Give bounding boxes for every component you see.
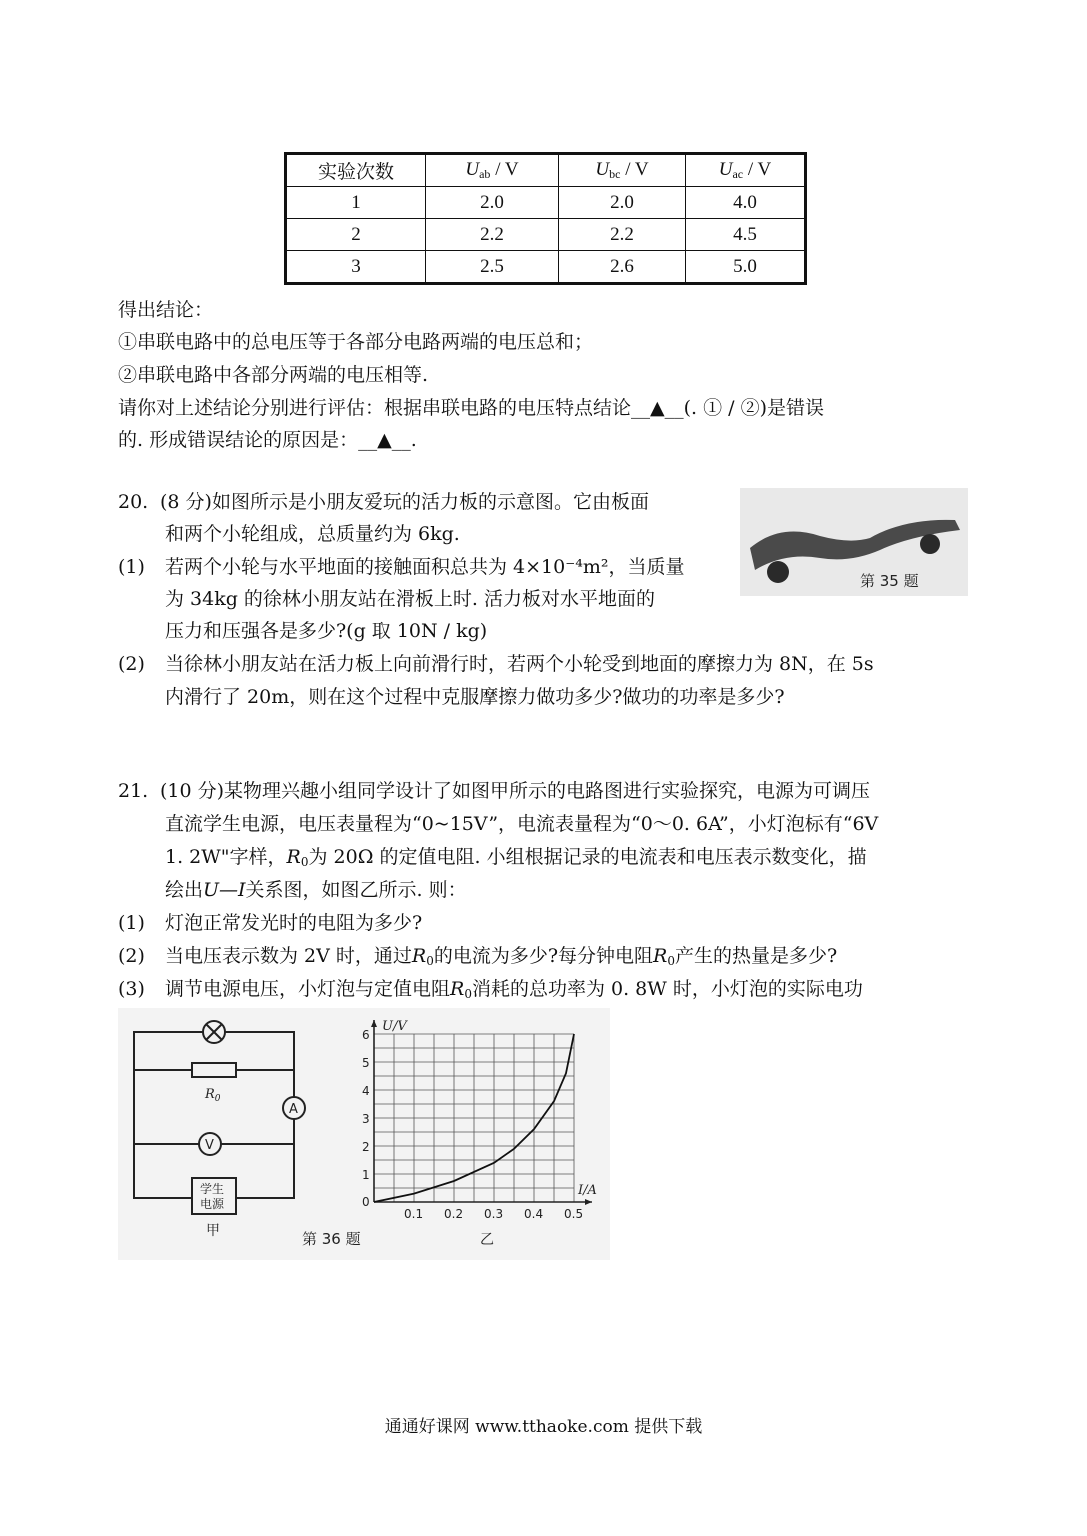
power-source-label-1: 学生 — [200, 1182, 225, 1196]
y-tick-label: 4 — [362, 1084, 370, 1098]
origin-label: 0 — [362, 1195, 370, 1209]
conclusion-heading: 得出结论： — [118, 299, 214, 321]
header-u-symbol: U — [595, 159, 610, 180]
skateboard-caption: 第 35 题 — [860, 572, 919, 590]
table-cell: 2.6 — [559, 251, 686, 284]
voltmeter-label: V — [205, 1138, 214, 1153]
q21-part-1-number: (1) — [118, 912, 145, 934]
q21-line-3-a: 1. 2W"字样， — [165, 846, 287, 868]
y-tick-label: 6 — [362, 1028, 370, 1042]
y-axis-label: U/V — [382, 1019, 407, 1034]
q20-part-1-line-1: 若两个小轮与水平地面的接触面积总共为 4×10⁻⁴m²，当质量 — [165, 556, 685, 578]
header-uab — [426, 154, 559, 187]
question-20-number: 20. — [118, 491, 149, 513]
evaluation-text-a: 请你对上述结论分别进行评估：根据串联电路的电压特点结论 — [118, 397, 632, 419]
q21-part-2-number: (2) — [118, 945, 145, 967]
page-footer: 通通好课网 www.tthaoke.com 提供下载 — [384, 1417, 703, 1437]
lamp-symbol — [203, 1021, 225, 1043]
evaluation-text-b: (. ① / ②)是错误 — [683, 397, 825, 419]
question-21-number: 21. — [118, 780, 149, 802]
table-row — [286, 251, 806, 284]
q21-line-1: (10 分)某物理兴趣小组同学设计了如图甲所示的电路图进行实验探究，电源为可调压 — [160, 780, 871, 802]
x-tick-label: 0.4 — [524, 1207, 544, 1221]
header-u-symbol: U — [465, 159, 480, 180]
r0-label-symbol: R — [205, 1087, 215, 1102]
q21-part-2-a: 当电压表示数为 2V 时，通过 — [165, 945, 412, 967]
q21-line-4 — [165, 878, 467, 902]
q20-part-2-line-2: 内滑行了 20m，则在这个过程中克服摩擦力做功多少?做功的功率是多少? — [165, 686, 785, 708]
header-ubc — [559, 154, 686, 187]
q20-line-1: (8 分)如图所示是小朋友爱玩的活力板的示意图。它由板面 — [160, 491, 649, 513]
figure-background — [118, 1008, 610, 1260]
conclusion-1: ①串联电路中的总电压等于各部分电路两端的电压总和； — [118, 331, 594, 353]
rear-wheel — [920, 534, 940, 554]
figure-36-caption: 第 36 题 — [302, 1230, 361, 1248]
table-header-row — [286, 154, 806, 187]
q21-part-2-c: 产生的热量是多少? — [674, 945, 838, 967]
q20-line-2: 和两个小轮组成，总质量约为 6kg. — [165, 523, 460, 545]
label-jia: 甲 — [206, 1223, 220, 1239]
header-unit: / V — [747, 159, 772, 180]
voltage-table — [284, 152, 807, 285]
evaluation-end: . — [410, 429, 417, 451]
table-row — [286, 219, 806, 251]
power-source-label-2: 电源 — [200, 1197, 225, 1211]
table-cell: 4.5 — [686, 219, 806, 251]
q21-line-3-b: 为 20Ω 的定值电阻. 小组根据记录的电流表和电压表示数变化，描 — [308, 846, 867, 868]
table-cell: 2.0 — [426, 187, 559, 219]
y-tick-label: 5 — [362, 1056, 370, 1070]
q21-part-2 — [165, 944, 837, 973]
y-tick-label: 2 — [362, 1140, 370, 1154]
table-cell: 3 — [286, 251, 426, 284]
header-uac — [686, 154, 806, 187]
table-cell: 2.5 — [426, 251, 559, 284]
x-tick-label: 0.1 — [404, 1207, 424, 1221]
label-yi: 乙 — [480, 1232, 494, 1248]
table-cell: 2.2 — [559, 219, 686, 251]
voltmeter-symbol — [199, 1133, 221, 1155]
q20-part-2-number: (2) — [118, 653, 145, 675]
y-tick-label: 1 — [362, 1168, 370, 1182]
header-trial-text: 实验次数 — [317, 162, 394, 183]
q21-line-3 — [165, 845, 867, 874]
q20-part-1-line-3: 压力和压强各是多少?(g 取 10N / kg) — [165, 620, 488, 642]
r0-label-subscript: 0 — [214, 1094, 221, 1104]
y-tick-label: 3 — [362, 1112, 370, 1126]
table-cell: 2 — [286, 219, 426, 251]
q20-part-1-number: (1) — [118, 556, 145, 578]
q21-part-3-number: (3) — [118, 978, 145, 1000]
header-unit: / V — [625, 159, 649, 180]
r0-symbol: R — [411, 945, 427, 967]
q21-line-4-a: 绘出 — [165, 879, 204, 901]
r0-symbol: R — [286, 846, 301, 868]
q20-part-2-line-1: 当徐林小朋友站在活力板上向前滑行时，若两个小轮受到地面的摩擦力为 8N，在 5s — [165, 653, 874, 675]
r0-symbol: R — [653, 945, 668, 967]
q20-part-1-line-2: 为 34kg 的徐林小朋友站在滑板上时. 活力板对水平地面的 — [165, 588, 656, 610]
front-wheel — [767, 561, 789, 583]
x-tick-label: 0.5 — [564, 1207, 584, 1221]
ui-symbol: U—I — [203, 879, 246, 901]
x-tick-label: 0.3 — [484, 1207, 504, 1221]
q21-part-3-b: 消耗的总功率为 0. 8W 时，小灯泡的实际电功 — [471, 978, 863, 1000]
table-cell: 2.0 — [559, 187, 686, 219]
table-row — [286, 187, 806, 219]
answer-blank: __▲__ — [358, 429, 411, 451]
evaluation-line-1 — [118, 396, 824, 420]
q21-part-3-a: 调节电源电压，小灯泡与定值电阻 — [165, 978, 451, 1000]
q21-part-2-b: 的电流为多少?每分钟电阻 — [433, 945, 654, 967]
header-unit: / V — [495, 159, 519, 180]
r0-subscript: 0 — [426, 954, 434, 968]
q21-line-4-b: 关系图，如图乙所示. 则： — [245, 879, 467, 901]
header-sub-ac: ac — [732, 167, 744, 181]
table-cell: 2.2 — [426, 219, 559, 251]
r0-subscript: 0 — [667, 954, 675, 968]
r0-subscript: 0 — [300, 855, 309, 869]
figure-36 — [118, 1008, 610, 1260]
q21-line-2: 直流学生电源，电压表量程为“0~15V”，电流表量程为“0～0. 6A”，小灯泡标有“6V — [165, 813, 879, 835]
r0-subscript: 0 — [464, 987, 472, 1001]
evaluation-text-c: 的. 形成错误结论的原因是： — [118, 429, 359, 451]
table-cell: 1 — [286, 187, 426, 219]
answer-blank: __▲__ — [631, 397, 684, 419]
evaluation-line-2 — [118, 428, 417, 452]
header-sub-ab: ab — [479, 167, 491, 181]
x-tick-label: 0.2 — [444, 1207, 464, 1221]
header-sub-bc: bc — [609, 167, 621, 181]
ammeter-symbol — [283, 1097, 305, 1119]
q21-part-1: 灯泡正常发光时的电阻为多少? — [165, 912, 423, 934]
header-trial — [286, 154, 426, 187]
ammeter-label: A — [289, 1102, 298, 1117]
conclusion-2: ②串联电路中各部分两端的电压相等. — [118, 364, 429, 386]
resistor-r0 — [192, 1063, 236, 1077]
r0-symbol: R — [450, 978, 465, 1000]
skateboard-figure — [740, 488, 968, 596]
table-cell: 5.0 — [686, 251, 806, 284]
header-u-symbol: U — [718, 159, 733, 180]
q21-part-3 — [165, 977, 863, 1006]
table-cell: 4.0 — [686, 187, 806, 219]
x-axis-label: I/A — [578, 1183, 597, 1198]
